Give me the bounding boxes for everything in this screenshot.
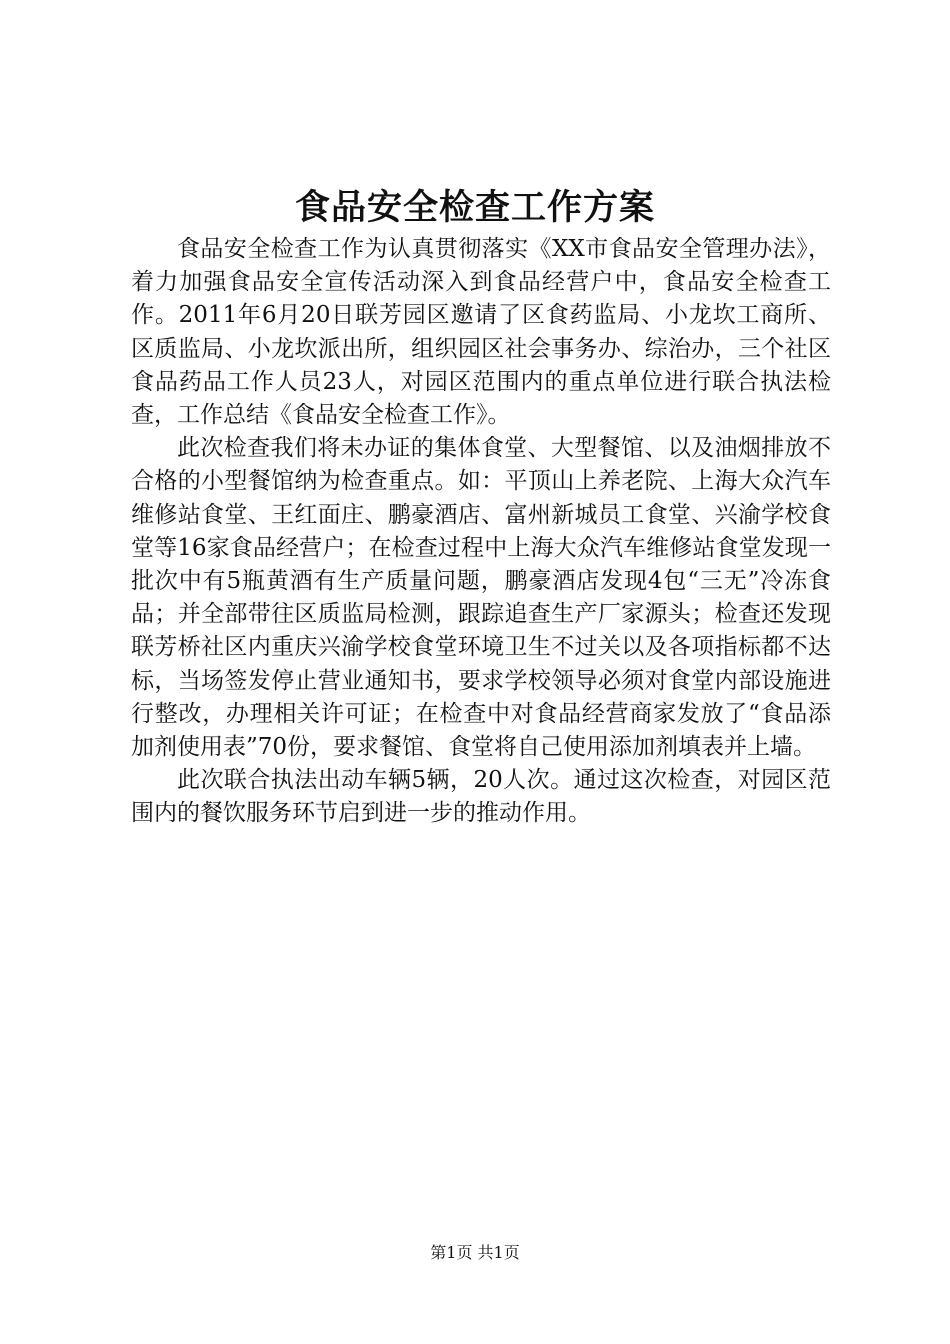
document-body [131,233,831,831]
paragraph-3: 此次联合执法出动车辆5辆，20人次。通过这次检查，对园区范围内的餐饮服务环节启到进一步的推动作用。 [131,767,831,827]
document-title: 食品安全检查工作方案 [294,187,655,228]
page-footer: 第1页 共1页 [430,1243,520,1262]
paragraph-2: 此次检查我们将未办证的集体食堂、大型餐馆、以及油烟排放不合格的小型餐馆纳为检查重点。如：平顶山上养老院、上海大众汽车维修站食堂、王红面庄、鹏豪酒店、富州新城员工食堂、兴渝学校食堂等16家食品经营户；在检查过程中上海大众汽车维修站食堂发现一批次中有5瓶黄酒有生产质量问题，鹏豪酒店发现4包“三无”冷冻食品；并全部带往区质监局检测，跟踪追查生产厂家源头；检查还发现联芳桥社区内重庆兴渝学校食堂环境卫生不过关以及各项指标都不达标，当场签发停止营业通知书，要求学校领导必须对食堂内部设施进行整改，办理相关许可证；在检查中对食品经营商家发放了“食品添加剂使用表”70份，要求餐馆、食堂将自己使用添加剂填表并上墙。 [131,435,831,761]
paragraph-1: 食品安全检查工作为认真贯彻落实《XX市食品安全管理办法》，着力加强食品安全宣传活动深入到食品经营户中，食品安全检查工作。2011年6月20日联芳园区邀请了区食药监局、小龙坎工商所、区质监局、小龙坎派出所，组织园区社会事务办、综治办，三个社区食品药品工作人员23人，对园区范围内的重点单位进行联合执法检查，工作总结《食品安全检查工作》。 [131,236,831,429]
